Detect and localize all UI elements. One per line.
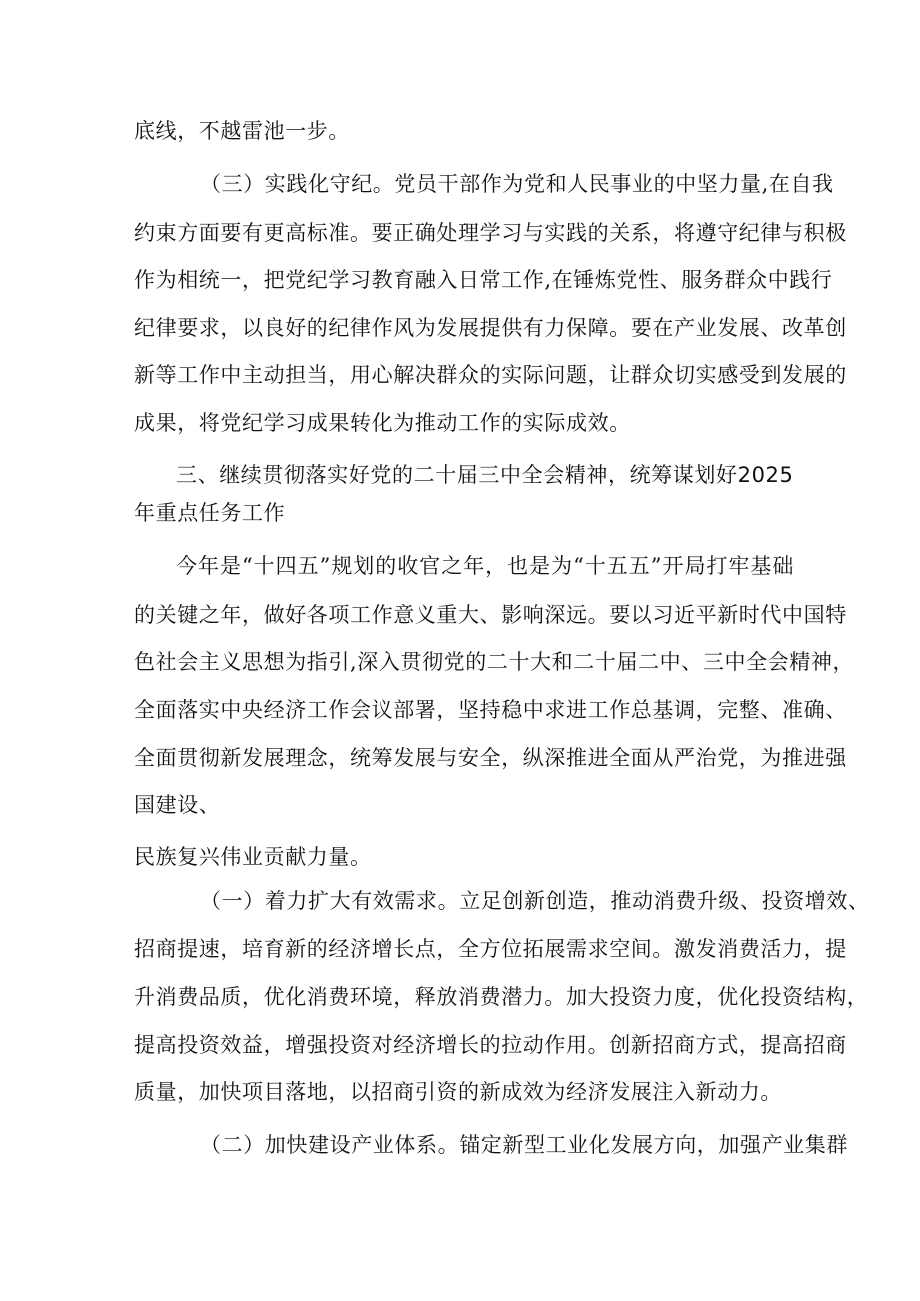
paragraph-line: 质量，加快项目落地，以招商引资的新成效为经济发展注入新动力。 [134, 1080, 782, 1104]
paragraph-line: 全面落实中央经济工作会议部署，坚持稳中求进工作总基调，完整、准确、 [134, 698, 847, 722]
paragraph-line: 作为相统一，把党纪学习教育融入日常工作,在锤炼党性、服务群众中践行 [134, 268, 833, 292]
section-heading-2: （二）加快建设产业体系。锚定新型工业化发展方向，加强产业集群 [200, 1133, 848, 1157]
paragraph-line: 纪律要求，以良好的纪律作风为发展提供有力保障。要在产业发展、改革创 [134, 316, 847, 340]
chapter-heading-text: 三、继续贯彻落实好党的二十届三中全会精神，统筹谋划好 [176, 463, 738, 487]
paragraph-line: 升消费品质，优化消费环境，释放消费潜力。加大投资力度，优化投资结构， [134, 985, 869, 1009]
paragraph-line: 成果，将党纪学习成果转化为推动工作的实际成效。 [134, 411, 631, 435]
section-heading-1: （一）着力扩大有效需求。立足创新创造，推动消费升级、投资增效、 [200, 889, 870, 913]
chapter-heading [176, 460, 793, 490]
chapter-heading-year: 2025 [737, 463, 794, 487]
paragraph-line: 提高投资效益，增强投资对经济增长的拉动作用。创新招商方式，提高招商 [134, 1033, 847, 1057]
chapter-heading-continued: 年重点任务工作 [134, 501, 286, 525]
paragraph-line: 新等工作中主动担当，用心解决群众的实际问题，让群众切实感受到发展的 [134, 363, 847, 387]
paragraph-line: 今年是“十四五”规划的收官之年，也是为“十五五”开局打牢基础 [176, 554, 794, 578]
paragraph-line: 全面贯彻新发展理念，统筹发展与安全，纵深推进全面从严治党，为推进强 [134, 746, 847, 770]
paragraph-line: 国建设、 [134, 793, 221, 817]
paragraph-line: 底线，不越雷池一步。 [134, 119, 350, 143]
section-heading-3: （三）实践化守纪。党员干部作为党和人民事业的中坚力量,在自我 [200, 172, 834, 196]
paragraph-line: 色社会主义思想为指引,深入贯彻党的二十大和二十届二中、三中全会精神， [134, 650, 855, 674]
paragraph-line: 的关键之年，做好各项工作意义重大、影响深远。要以习近平新时代中国特 [134, 603, 847, 627]
paragraph-line: 约束方面要有更高标准。要正确处理学习与实践的关系，将遵守纪律与积极 [134, 221, 847, 245]
paragraph-line: 民族复兴伟业贡献力量。 [134, 845, 372, 869]
paragraph-line: 招商提速，培育新的经济增长点，全方位拓展需求空间。激发消费活力，提 [134, 937, 847, 961]
